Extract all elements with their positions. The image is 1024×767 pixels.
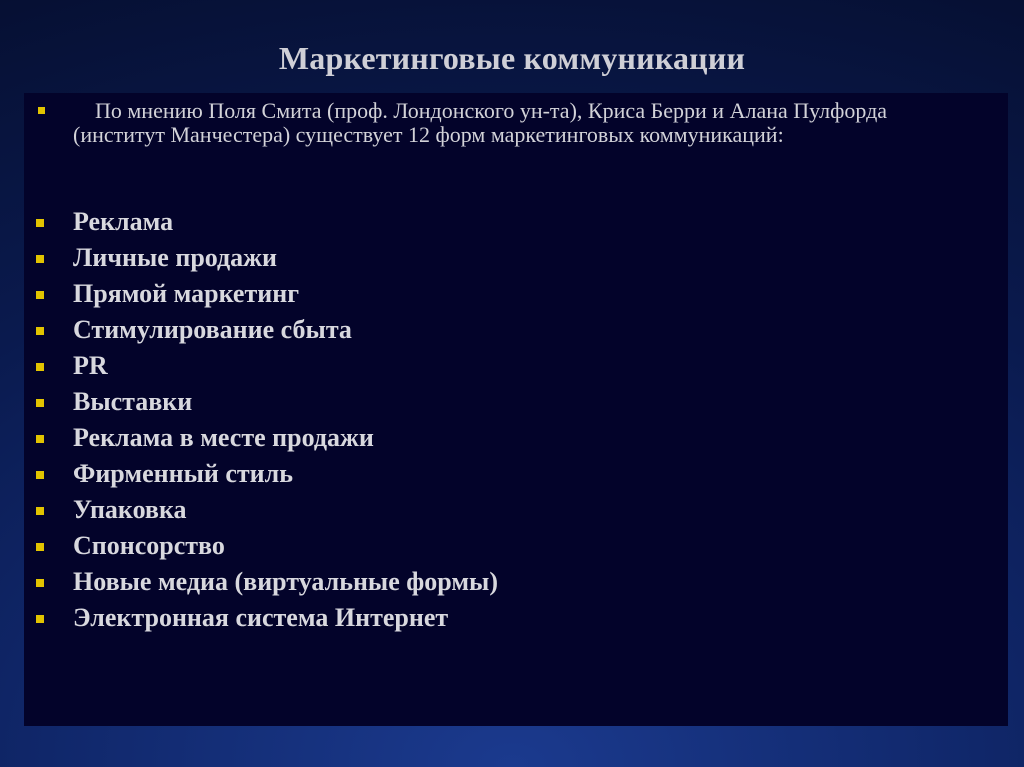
square-bullet-icon <box>36 471 44 479</box>
square-bullet-icon <box>36 255 44 263</box>
list-item: Спонсорство <box>73 531 225 560</box>
square-bullet-icon <box>36 219 44 227</box>
list-item: Выставки <box>73 387 193 416</box>
list-item: Личные продажи <box>73 243 278 272</box>
square-bullet-icon <box>36 543 44 551</box>
list-item: Фирменный стиль <box>73 459 293 488</box>
square-bullet-icon <box>36 363 44 371</box>
list-item: Новые медиа (виртуальные формы) <box>73 567 498 596</box>
square-bullet-icon <box>36 615 44 623</box>
square-bullet-icon <box>38 107 45 114</box>
list-item: Стимулирование сбыта <box>73 315 352 344</box>
list-item: Реклама <box>73 207 174 236</box>
square-bullet-icon <box>36 579 44 587</box>
list-item: Электронная система Интернет <box>73 603 449 632</box>
list-item: PR <box>73 351 108 380</box>
list-item: Упаковка <box>73 495 187 524</box>
list-item: Прямой маркетинг <box>73 279 300 308</box>
list-item: Реклама в месте продажи <box>73 423 374 452</box>
intro-paragraph: По мнению Поля Смита (проф. Лондонского ун-та), Криса Берри и Алана Пулфорда (институт Манчестера) существует 12 форм маркетинговых коммуникаций: <box>73 98 888 147</box>
square-bullet-icon <box>36 399 44 407</box>
square-bullet-icon <box>36 507 44 515</box>
slide-title: Маркетинговые коммуникации <box>278 40 746 76</box>
square-bullet-icon <box>36 327 44 335</box>
square-bullet-icon <box>36 435 44 443</box>
square-bullet-icon <box>36 291 44 299</box>
